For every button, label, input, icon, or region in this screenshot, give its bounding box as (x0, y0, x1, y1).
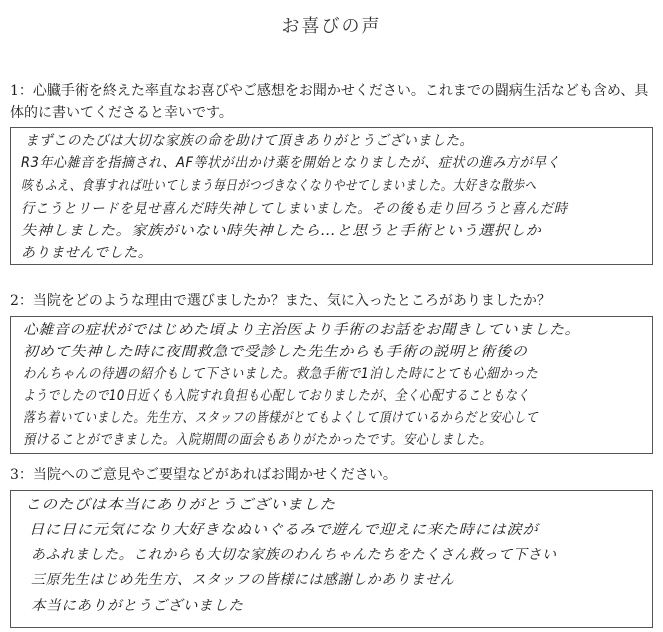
answer-1-line-5: 失神しました。家族がいない時失神したら…と思うと手術という選択しか (21, 223, 542, 239)
answer-1-line-1: まずこのたびは大切な家族の命を助けて頂きありがとうございました。 (25, 133, 474, 149)
answer-box-2 (10, 316, 653, 454)
answer-2-line-1: 心雑音の症状がではじめた頃より主治医より手術のお話をお聞きしていました。 (23, 322, 581, 338)
answer-2-line-2: 初めて失神した時に夜間救急で受診した先生からも手術の説明と術後の (23, 344, 528, 360)
answer-3-line-3: あふれました。これからも大切な家族のわんちゃんたちをたくさん救って下さい (31, 547, 557, 563)
answer-2-line-5: 落ち着いていました。先生方、スタッフの皆様がとてもよくして頂けているからだと安心して (23, 410, 539, 426)
answer-2-line-3: わんちゃんの待遇の紹介もして下さいました。救急手術で1泊した時にとても心細かった (23, 366, 539, 382)
answer-3-line-2: 日に日に元気になり大好きなぬいぐるみで遊んで迎えに来た時には涙が (29, 522, 539, 538)
page-title: お喜びの声 (281, 16, 382, 37)
question-3: 3：当院へのご意見やご要望などがあればお聞かせください。 (10, 467, 397, 483)
answer-2-line-6: 預けることができました。入院期間の面会もありがたかったです。安心しました。 (23, 432, 492, 448)
question-2: 2：当院をどのような理由で選びましたか？また、気に入ったところがありましたか？ (10, 293, 551, 309)
answer-3-line-1: このたびは本当にありがとうございました (25, 497, 336, 513)
answer-2-line-4: ようでしたので10日近くも入院すれ負担も心配しておりましたが、全く心配することもなく (23, 388, 530, 404)
answer-box-1 (10, 127, 653, 265)
answer-box-3 (10, 490, 653, 628)
answer-3-line-5: 本当にありがとうございました (31, 598, 244, 614)
answer-1-line-4: 行こうとリードを見せ喜んだ時失神してしまいました。その後も走り回ろうと喜んだ時 (21, 201, 568, 217)
answer-1-line-3: 咳もふえ、食事すれば吐いてしまう毎日がつづきなくなりやせてしまいました。大好きな散歩へ (21, 178, 537, 194)
answer-1-line-6: ありませんでした。 (21, 245, 153, 261)
answer-3-line-4: 三原先生はじめ先生方、スタッフの皆様には感謝しかありません (31, 572, 455, 588)
question-1: 1：心臓手術を終えた率直なお喜びやご感想をお聞かせください。これまでの闘病生活なども含め、具体的に書いてくださると幸いです。 (10, 83, 649, 121)
answer-1-line-2: R3年心雑音を指摘され、AF等状が出かけ薬を開始となりましたが、症状の進み方が早く (21, 155, 561, 171)
